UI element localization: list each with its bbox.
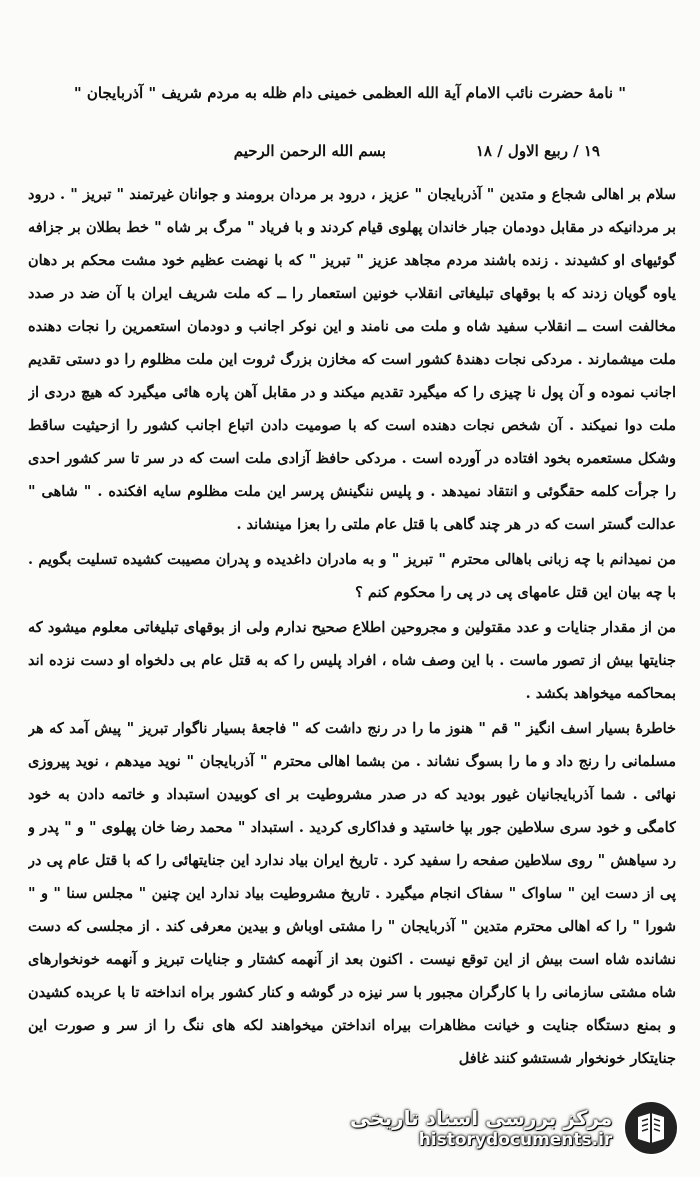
watermark-site-name: مرکز بررسی اسناد تاریخی [350, 1106, 613, 1130]
bismillah: بسم الله الرحمن الرحیم [233, 142, 386, 160]
paragraph: خاطرهٔ بسیار اسف انگیز " قم " هنوز ما را در رنج داشت که " فاجعهٔ بسیار ناگوار تبریز " پیش آمد که هر مسلمانی را رنج داد و ما را بسوگ نشاند . من بشما اهالی محترم " آذربایجان " نوید میدهم ، نوید پیروزی نهائی . شما آذربایجانیان غیور بودید که در صدر مشروطیت بر ای کوبیدن استبداد و خاتمه دادن به خود کامگی و خود سری سلاطین جور بپا خاستید و فداکاری کردید . استبداد " محمد رضا خان پهلوی " و " پدر و رد سیاهش " روی سلاطین صفحه را سفید کرد . تاریخ ایران بیاد ندارد این جنایتهائی را که با قتل عام پی در پی از دست این " ساواک " سفاک انجام میگیرد . تاریخ مشروطیت بیاد ندارد این چنین " مجلس سنا " و " شورا " را که اهالی محترم متدین " آذربایجان " را مشتی اوباش و بیدین معرفی کند . از مجلسی که دست نشانده شاه است بیش از این توقع نیست . اکنون بعد از آنهمه کشتار و جنایات تبریز و آنهمه خونخوارهای شاه مشتی سازمانی را با کارگران مجبور با سر نیزه در گوشه و کنار کشور براه انداخته تا با عربده کشیدن و بمنع دستگاه جنایت و خیانت مظاهرات بیراه انداختن میخواهند لکه های ننگ را از سر و صورت این جنایتکار خونخوار شستشو کنند غافل [28, 720, 676, 1067]
document-header: " نامهٔ حضرت نائب الامام آیة الله العظمی خمینی دام ظله به مردم شریف " آذربایجان " [73, 84, 627, 102]
archive-book-icon [622, 1099, 680, 1157]
paragraph: من از مقدار جنایات و عدد مقتولین و مجروحین اطلاع صحیح ندارم ولی از بوقهای تبلیغاتی معلوم میشود که جنایتها بیش از تصور ماست . با این وصف شاه ، افراد پلیس را که به قتل عام بی دلخواه او دست نزده اند بمحاکمه میخواهد بکشد . [28, 619, 676, 702]
watermark-text [350, 1106, 612, 1150]
document-date: ۱۹ / ربیع الاول / ۱۸ [475, 142, 600, 160]
paragraph: من نمیدانم با چه زبانی باهالی محترم " تبریز " و به مادران داغدیده و پدران مصیبت کشیده تسلیت بگویم . با چه بیان این قتل عامهای پی در پی را محکوم کنم ؟ [28, 551, 676, 601]
letter-body [28, 178, 676, 1098]
dateline [40, 142, 660, 160]
watermark-logo [350, 1093, 690, 1163]
paragraph: سلام بر اهالی شجاع و متدین " آذربایجان " عزیز ، درود بر مردان برومند و جوانان غیرتمند " تبریز " . درود بر مردانیکه در مقابل دودمان جبار خاندان پهلوی قیام کردند و با فریاد " مرگ بر شاه " خط بطلان بر جزافه گوئیهای او کشیدند . زنده باشند مردم مجاهد عزیز " تبریز " که با نهضت عظیم خود مشت محکم بر دهان یاوه گویان زدند که با بوقهای تبلیغاتی انقلاب خونین استعمار را ــ که ملت شریف ایران با آن ضد در صدد مخالفت است ــ انقلاب سفید شاه و ملت می نامند و این نوکر اجانب و دودمان استعمرین را نجات دهنده ملت میشمارند . مردکی نجات دهندهٔ کشور است که مخازن بزرگ ثروت این ملت مظلوم را دو دستی تقدیم اجانب نموده و آن پول نا چیزی را که میگیرد تقدیم میکند و در مقابل آهن پاره هائی میگیرد که هیچ دردی از ملت دوا نمیکند . آن شخص نجات دهنده است که با صومیت دادن اتباع اجانب کشور را ازحیثیت ساقط وشکل مستعمره بخود افتاده در آورده است . مردکی حافظ آزادی ملت است که در سر تا سر کشور احدی را جرأت کلمه حقگوئی و انتقاد نمیدهد . و پلیس ننگینش پرسر این ملت مظلوم سایه افکنده . " شاهی " عدالت گستر است که در هر چند گاهی با قتل عام ملتی را بعزا مینشاند . [28, 186, 676, 533]
watermark-site-url: historydocuments.ir [418, 1130, 613, 1150]
